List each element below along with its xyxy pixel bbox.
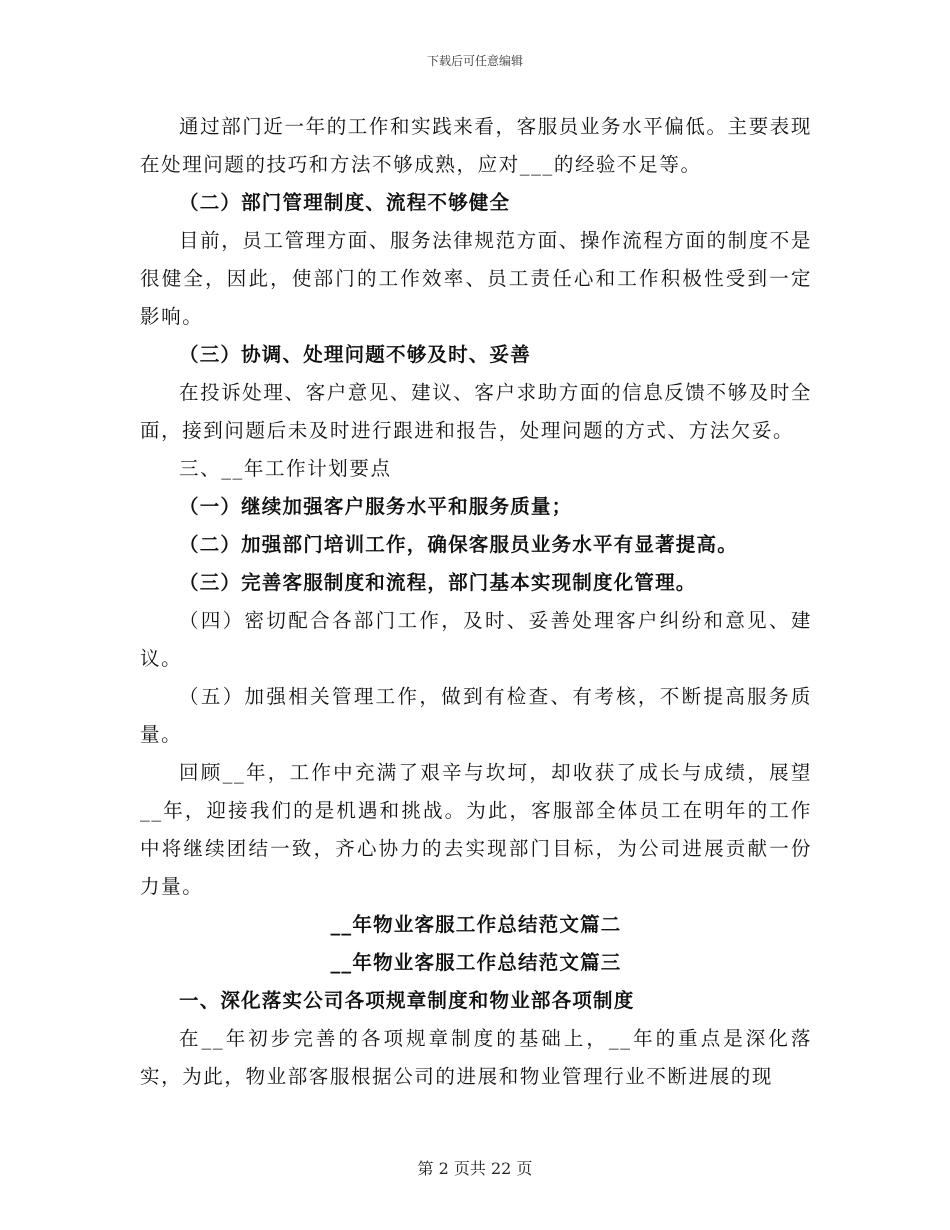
paragraph-system-incomplete: 目前，员工管理方面、服务法律规范方面、操作流程方面的制度不是很健全，因此，使部门的工作效率、员工责任心和工作积极性受到一定影响。 [140,229,813,328]
plan-item-3: （三）完善客服制度和流程，部门基本实现制度化管理。 [179,571,697,594]
heading-management-system: （二）部门管理制度、流程不够健全 [179,191,511,214]
plan-item-5: （五）加强相关管理工作，做到有检查、有考核，不断提高服务质量。 [140,685,812,746]
paragraph-skill-level: 通过部门近一年的工作和实践来看，客服员业务水平偏低。主要表现在处理问题的技巧和方法不够成熟，应对___的经验不足等。 [140,115,813,176]
paragraph-deepen-rules: 在__年初步完善的各项规章制度的基础上，__年的重点是深化落实，为此，物业部客服根据公司的进展和物业管理行业不断进展的现 [140,1027,812,1088]
page-footer: 第 2 页共 22 页 [417,1159,533,1178]
section-heading-work-plan: 三、__年工作计划要点 [179,457,392,480]
plan-item-1: （一）继续加强客户服务水平和服务质量； [179,495,573,518]
page-header: 下载后可任意编辑 [426,54,523,68]
plan-item-4: （四）密切配合各部门工作，及时、妥善处理客户纠纷和意见、建议。 [140,609,812,670]
paragraph-review: 回顾__年，工作中充满了艰辛与坎坷，却收获了成长与成绩，展望__年，迎接我们的是机遇和挑战。为此，客服部全体员工在明年的工作中将继续团结一致，齐心协力的去实现部门目标，为公司进展贡献一份力量。 [140,761,812,898]
plan-item-2: （二）加强部门培训工作，确保客服员业务水平有显著提高。 [179,533,738,556]
paragraph-complaint-feedback: 在投诉处理、客户意见、建议、客户求助方面的信息反馈不够及时全面，接到问题后未及时进行跟进和报告，处理问题的方式、方法欠妥。 [140,381,813,442]
heading-coordination: （三）协调、处理问题不够及时、妥善 [179,343,531,366]
heading-deepen-rules: 一、深化落实公司各项规章制度和物业部各项制度 [179,989,635,1012]
article-title-3: __年物业客服工作总结范文篇三 [330,951,622,974]
document-body [140,108,812,1096]
article-title-2: __年物业客服工作总结范文篇二 [330,913,622,936]
